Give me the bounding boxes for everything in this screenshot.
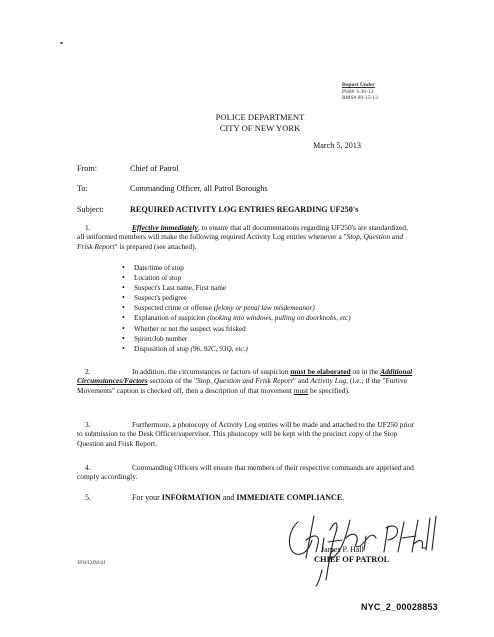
effective-immediately: Effective immediately — [132, 223, 198, 232]
list-item-note: (looking into windows, pulling on doorknobs, etc) — [207, 314, 351, 323]
required-entries-list — [122, 263, 351, 354]
paragraph-1-form-name: Stop, Question and Frisk Report — [77, 232, 404, 251]
bates-number: NYC_2_00028853 — [361, 602, 438, 612]
scan-speck — [60, 42, 63, 44]
report-under-block — [342, 82, 378, 102]
paragraph-2-text-e: , (i.e.; if the "Furtive Movements" caption is checked off, then a description of that movement — [77, 376, 407, 395]
paragraph-1-number: 1. — [85, 223, 91, 232]
paragraph-3-number: 3. — [85, 420, 91, 429]
rms-number: RMS# 89-15-13 — [342, 95, 378, 101]
subject-value: REQUIRED ACTIVITY LOG ENTRIES REGARDING UF250's — [130, 205, 359, 214]
memo-date: March 5, 2013 — [313, 141, 361, 150]
report-under-title: Report Under — [342, 82, 375, 88]
list-item-text: Suspect's Last name, First name — [134, 284, 227, 293]
list-item-text: Whether or not the suspect was frisked — [134, 324, 246, 333]
paragraph-4 — [77, 463, 417, 482]
letterhead — [0, 112, 494, 134]
paragraph-2-text-f: be specified). — [308, 385, 350, 395]
must-be-elaborated: must be elaborated — [290, 367, 351, 376]
list-item-note: (96, 92C, 93Q, etc.) — [190, 344, 248, 353]
immediate-compliance: IMMEDIATE COMPLIANCE — [236, 493, 343, 502]
list-item: • Location of stop — [122, 273, 182, 283]
letterhead-line1: POLICE DEPARTMENT — [215, 112, 305, 122]
list-item: • Suspected crime or offense (felony or penal law misdemeanor) — [122, 303, 315, 313]
paragraph-2-form-name: Stop, Question and Frisk Report — [197, 376, 293, 386]
list-item: • Suspect's Last name, First name — [122, 283, 227, 293]
paragraph-5-text-b: and — [220, 493, 237, 502]
psb-number: PSB# 3-36-13 — [342, 88, 374, 95]
paragraph-2-number: 2. — [85, 367, 91, 376]
signer-name: James P. Hall — [321, 545, 364, 554]
list-item: • Whether or not the suspect was frisked — [122, 323, 246, 333]
list-item-text: Explanation of suspicion — [134, 314, 206, 323]
list-item-text: Sprint/Job number — [134, 334, 188, 343]
typist-initials: JPH/DJM/df — [77, 560, 106, 566]
handwritten-signature — [284, 508, 444, 588]
paragraph-3-text: Furthermore, a photocopy of Activity Log entries will be made and attached to the UF250 prior to submission to the Desk Officer/supervisor. This photocopy will be kept with the precinct copy of the Stop Question and Frisk Report. — [77, 420, 415, 448]
list-item: • Suspect's pedigree — [122, 293, 187, 303]
paragraph-3 — [77, 420, 417, 448]
paragraph-5-text-c: . — [342, 493, 345, 502]
paragraph-4-text: Commanding Officers will ensure that members of their respective commands are apprised and comply accordingly. — [77, 463, 414, 482]
paragraph-2-text-d: " and — [292, 376, 311, 386]
list-item-text: Disposition of stop — [134, 344, 189, 353]
paragraph-2-text-b: on in the — [350, 367, 381, 376]
letterhead-line2: CITY OF NEW YORK — [219, 123, 301, 133]
list-item-note: (felony or penal law misdemeanor) — [213, 304, 315, 313]
paragraph-5 — [77, 493, 417, 502]
paragraph-4-number: 4. — [85, 463, 91, 472]
list-item-text: Date/time of stop — [134, 264, 184, 272]
paragraph-2-text-a: In addition, the circumstances or factors of suspicion — [132, 367, 291, 376]
from-value: Chief of Patrol — [130, 164, 179, 173]
list-item: • Explanation of suspicion (looking into windows, pulling on doorknobs, etc) — [122, 313, 351, 323]
paragraph-5-text-a: For your — [132, 493, 162, 502]
must-underlined: must — [293, 385, 309, 395]
additional-circumstances: Additional Circumstances/Factors — [77, 367, 413, 386]
paragraph-1-text-a: , to ensure that all documentations regarding UF250's are standardized, all uniformed members will make the following required Activity Log entries whenever a " — [77, 223, 408, 242]
list-item: • Disposition of stop (96, 92C, 93Q, etc.) — [122, 343, 248, 353]
list-item-text: Suspected crime or offense — [134, 304, 212, 313]
paragraph-5-number: 5. — [85, 493, 91, 502]
to-label: To: — [77, 184, 88, 193]
list-item-text: Suspect's pedigree — [134, 294, 187, 303]
list-item: • Sprint/Job number — [122, 333, 188, 343]
paragraph-1-text-b: " is prepared (see attached). — [114, 241, 197, 251]
paragraph-2 — [77, 367, 417, 395]
paragraph-2-text-c: sections of the " — [147, 376, 198, 386]
list-item: • Date/time of stop — [122, 263, 184, 272]
to-value: Commanding Officer, all Patrol Boroughs — [130, 184, 268, 193]
subject-label: Subject: — [77, 205, 104, 214]
paragraph-1 — [77, 223, 417, 251]
signer-title: CHIEF OF PATROL — [314, 555, 390, 564]
information: INFORMATION — [161, 493, 221, 502]
from-label: From: — [77, 164, 98, 173]
list-item-text: Location of stop — [134, 274, 182, 283]
activity-log: Activity Log — [310, 376, 347, 386]
